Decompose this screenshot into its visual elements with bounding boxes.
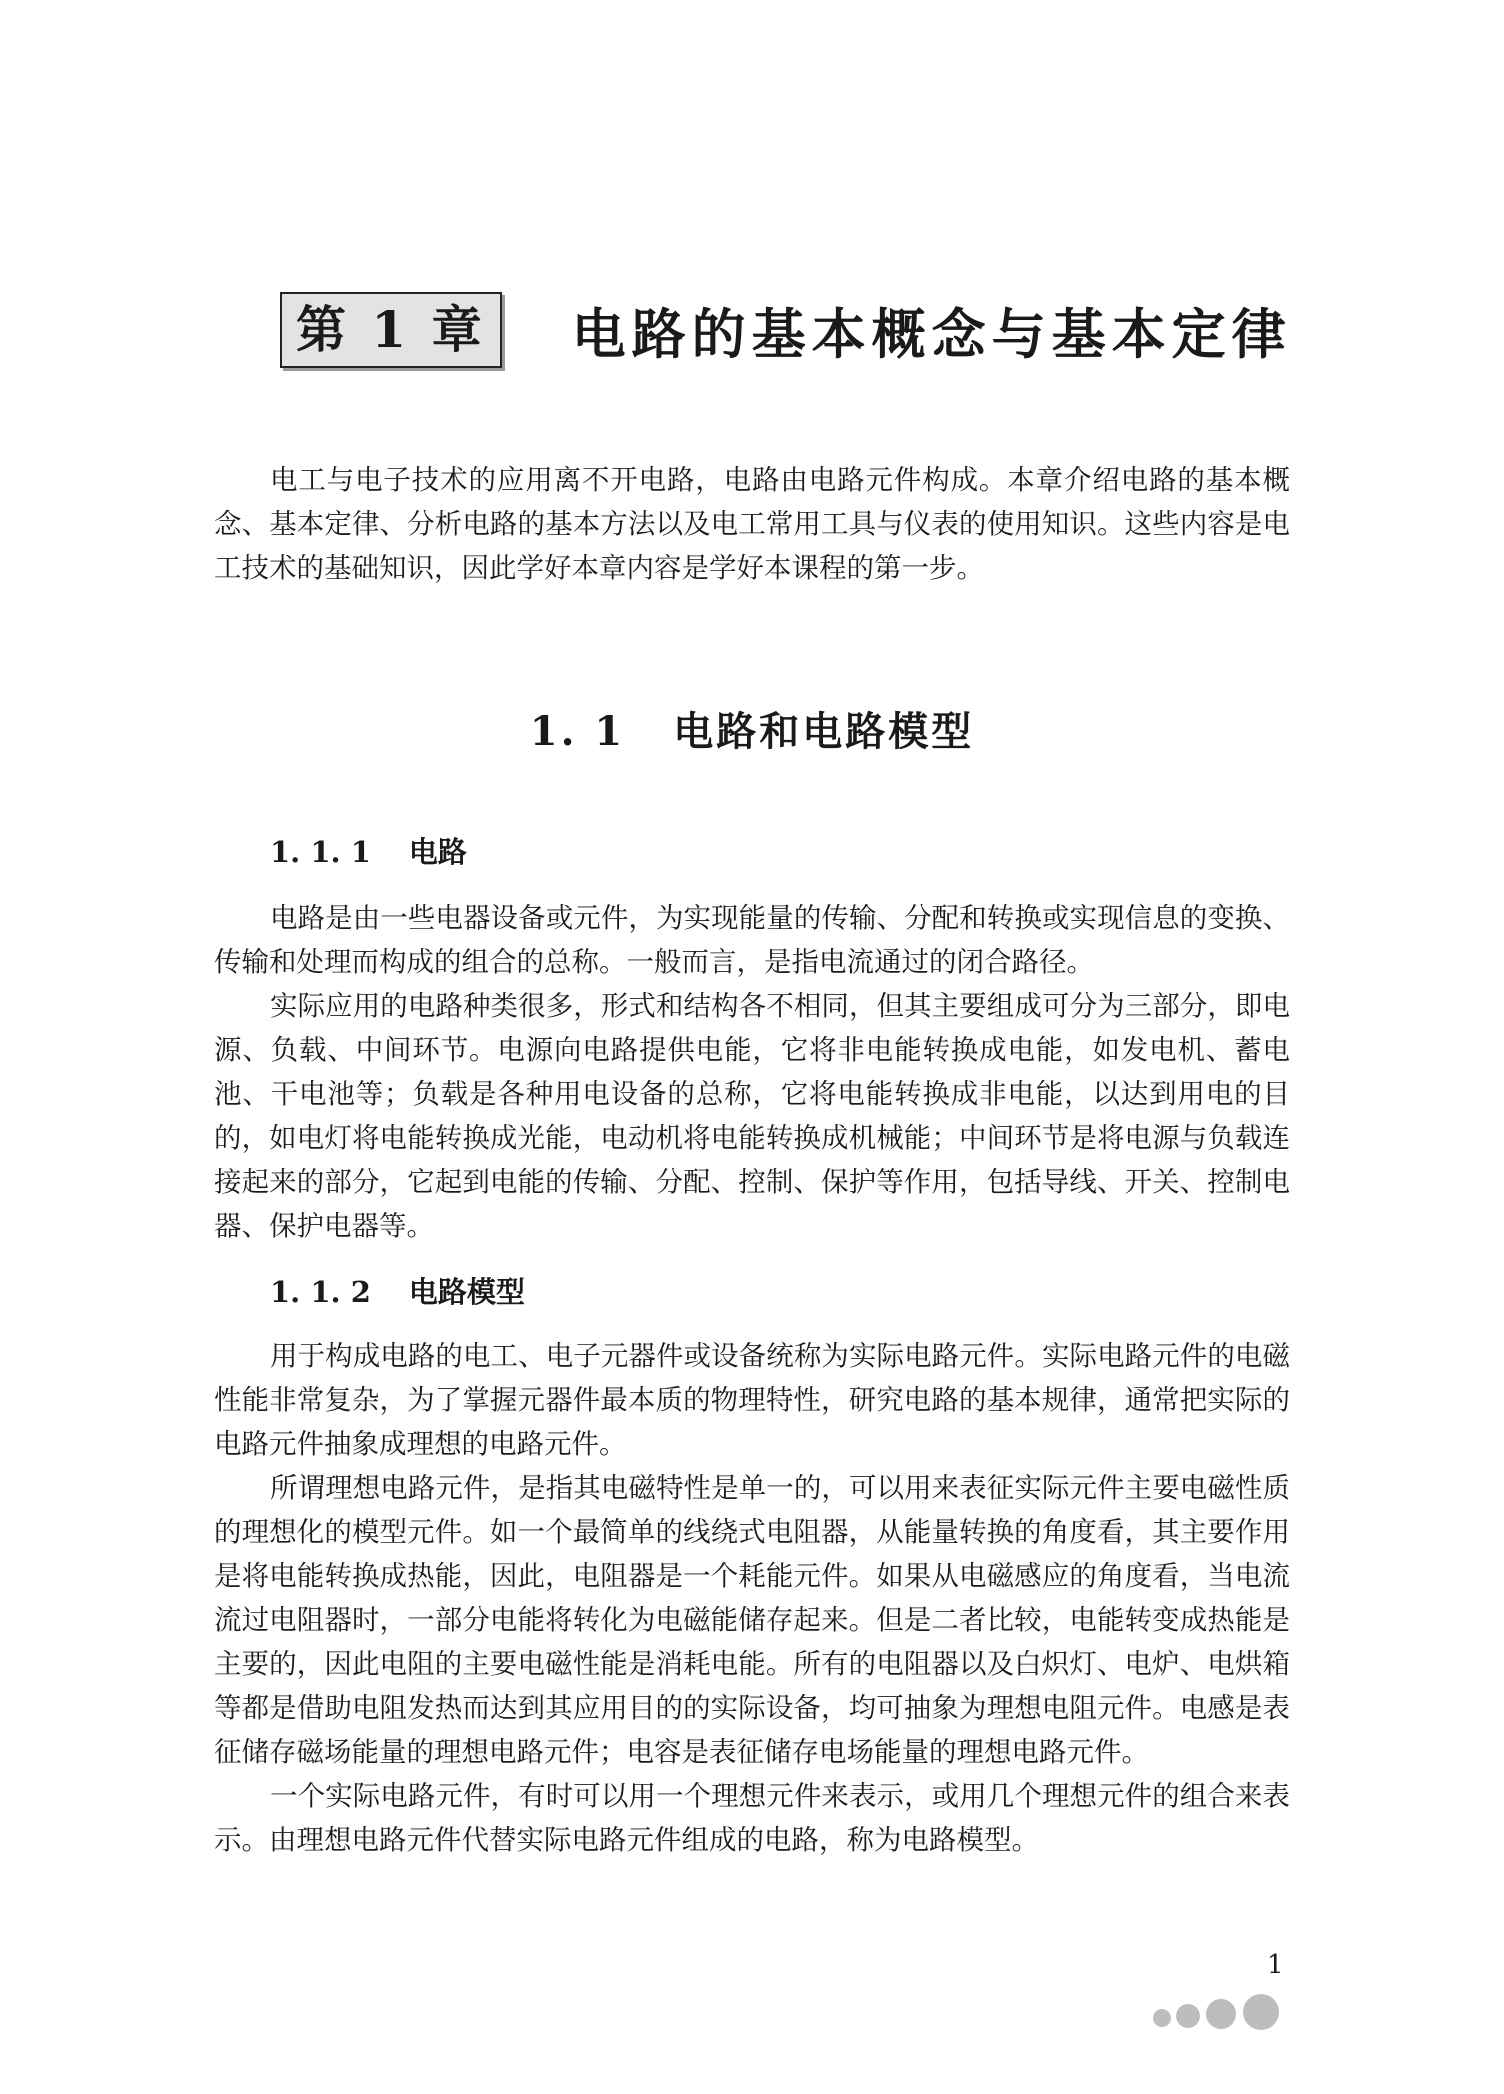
section-title: 电路和电路模型	[673, 708, 975, 755]
paragraph: 所谓理想电路元件，是指其电磁特性是单一的，可以用来表征实际元件主要电磁性质的理想化的模型元件。如一个最简单的线绕式电阻器，从能量转换的角度看，其主要作用是将电能转换成热能，因此，电阻器是一个耗能元件。如果从电磁感应的角度看，当电流流过电阻器时，一部分电能将转化为电磁能储存起来。但是二者比较，电能转变成热能是主要的，因此电阻的主要电磁性能是消耗电能。所有的电阻器以及白炽灯、电炉、电烘箱等都是借助电阻发热而达到其应用目的的实际设备，均可抽象为理想电阻元件。电感是表征储存磁场能量的理想电路元件；电容是表征储存电场能量的理想电路元件。	[214, 1472, 1290, 1768]
intro-paragraph: 电工与电子技术的应用离不开电路，电路由电路元件构成。本章介绍电路的基本概念、基本定律、分析电路的基本方法以及电工常用工具与仪表的使用知识。这些内容是电工技术的基础知识，因此学好本章内容是学好本课程的第一步。	[214, 464, 1290, 584]
chapter-heading	[280, 290, 1292, 370]
subsection-1-body	[214, 896, 1290, 1248]
dot-icon	[1243, 1994, 1279, 2030]
dot-icon	[1153, 2009, 1171, 2027]
subsection-heading-2	[270, 1270, 525, 1311]
paragraph: 电路是由一些电器设备或元件，为实现能量的传输、分配和转换或实现信息的变换、传输和处理而构成的组合的总称。一般而言，是指电流通过的闭合路径。	[214, 902, 1290, 978]
subsection-number: 1. 1. 2	[270, 1275, 371, 1309]
subsection-title: 电路	[408, 835, 467, 869]
paragraph: 用于构成电路的电工、电子元器件或设备统称为实际电路元件。实际电路元件的电磁性能非常复杂，为了掌握元器件最本质的物理特性，研究电路的基本规律，通常把实际的电路元件抽象成理想的电路元件。	[214, 1340, 1290, 1460]
paragraph: 一个实际电路元件，有时可以用一个理想元件来表示，或用几个理想元件的组合来表示。由理想电路元件代替实际电路元件组成的电路，称为电路模型。	[214, 1780, 1290, 1856]
subsection-2-body	[214, 1334, 1290, 1862]
paragraph: 实际应用的电路种类很多，形式和结构各不相同，但其主要组成可分为三部分，即电源、负载、中间环节。电源向电路提供电能，它将非电能转换成电能，如发电机、蓄电池、干电池等；负载是各种用电设备的总称，它将电能转换成非电能，以达到用电的目的，如电灯将电能转换成光能，电动机将电能转换成机械能；中间环节是将电源与负载连接起来的部分，它起到电能的传输、分配、控制、保护等作用，包括导线、开关、控制电器、保护电器等。	[214, 990, 1290, 1242]
decorative-dots	[1150, 1990, 1290, 2040]
intro-block	[214, 458, 1290, 590]
subsection-number: 1. 1. 1	[270, 835, 371, 869]
section-heading	[0, 700, 1504, 757]
dot-icon	[1206, 1999, 1236, 2029]
page-number: 1	[1267, 1950, 1284, 1980]
chapter-label: 第 1 章	[280, 292, 502, 368]
subsection-heading-1	[270, 830, 467, 871]
dot-icon	[1176, 2004, 1200, 2028]
section-number: 1. 1	[529, 708, 626, 755]
subsection-title: 电路模型	[408, 1275, 525, 1309]
chapter-title: 电路的基本概念与基本定律	[571, 301, 1292, 366]
